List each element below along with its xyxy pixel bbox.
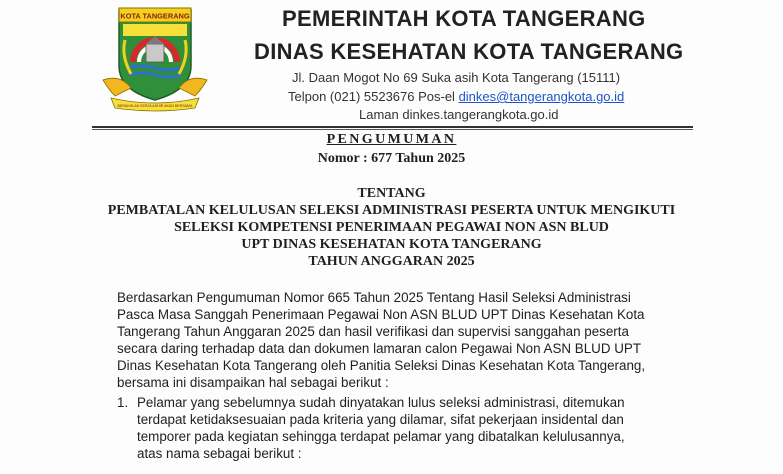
contact-line bbox=[288, 89, 624, 104]
list-item-line: terdapat ketidaksesuaian pada kriteria yang dilamar, sifat pekerjaan insidental dan bbox=[137, 412, 624, 427]
announcement-title-text: PENGUMUMAN bbox=[326, 132, 457, 147]
svg-text:BERAKHLAK KERJA AKHIR AKAN BER: BERAKHLAK KERJA AKHIR AKAN BERSAMA bbox=[117, 104, 193, 108]
phone-text: Telpon (021) 5523676 Pos-el bbox=[288, 89, 459, 104]
kota-tangerang-logo bbox=[101, 4, 209, 112]
email-link[interactable]: dinkes@tangerangkota.go.id bbox=[458, 89, 625, 104]
department-name: DINAS KESEHATAN KOTA TANGERANG bbox=[254, 39, 684, 64]
list-item-line: temporer pada kegiatan sehingga terdapat pelamar yang dibatalkan kelulusannya, bbox=[137, 429, 625, 444]
svg-text:KOTA TANGERANG: KOTA TANGERANG bbox=[120, 11, 190, 21]
body-line: bersama ini disampaikan hal sebagai berikut : bbox=[117, 375, 389, 390]
website-line: Laman dinkes.tangerangkota.go.id bbox=[359, 107, 559, 122]
subject-line: PEMBATALAN KELULUSAN SELEKSI ADMINISTRASI PESERTA UNTUK MENGIKUTI bbox=[107, 203, 676, 218]
office-address: Jl. Daan Mogot No 69 Suka asih Kota Tangerang (15111) bbox=[292, 70, 621, 85]
letterhead-rule-thick bbox=[92, 126, 693, 128]
body-line: Berdasarkan Pengumuman Nomor 665 Tahun 2025 Tentang Hasil Seleksi Administrasi bbox=[117, 290, 631, 305]
subject-line: TAHUN ANGGARAN 2025 bbox=[308, 254, 475, 269]
letterhead-rule-thin bbox=[92, 129, 693, 130]
list-item-number: 1. bbox=[117, 395, 129, 410]
subject-line: UPT DINAS KESEHATAN KOTA TANGERANG bbox=[241, 237, 542, 252]
announcement-title bbox=[0, 132, 783, 148]
list-item-line: Pelamar yang sebelumnya sudah dinyatakan lulus seleksi administrasi, ditemukan bbox=[137, 395, 625, 410]
body-line: Pasca Masa Sanggah Penerimaan Pegawai Non ASN BLUD UPT Dinas Kesehatan Kota bbox=[117, 307, 645, 322]
body-line: Dinas Kesehatan Kota Tangerang oleh Panitia Seleksi Dinas Kesehatan Kota Tangerang, bbox=[117, 358, 646, 373]
body-line: Tangerang Tahun Anggaran 2025 dan hasil verifikasi dan supervisi sanggahan peserta bbox=[117, 324, 629, 339]
subject-line: SELEKSI KOMPETENSI PENERIMAAN PEGAWAI NON ASN BLUD bbox=[174, 220, 609, 235]
body-line: secara daring terhadap data dan dokumen lamaran calon Pegawai Non ASN BLUD UPT bbox=[117, 341, 642, 356]
list-item-line: atas nama sebagai berikut : bbox=[137, 446, 302, 461]
government-name: PEMERINTAH KOTA TANGERANG bbox=[282, 6, 646, 31]
announcement-number: Nomor : 677 Tahun 2025 bbox=[317, 151, 466, 166]
about-heading: TENTANG bbox=[357, 186, 426, 201]
